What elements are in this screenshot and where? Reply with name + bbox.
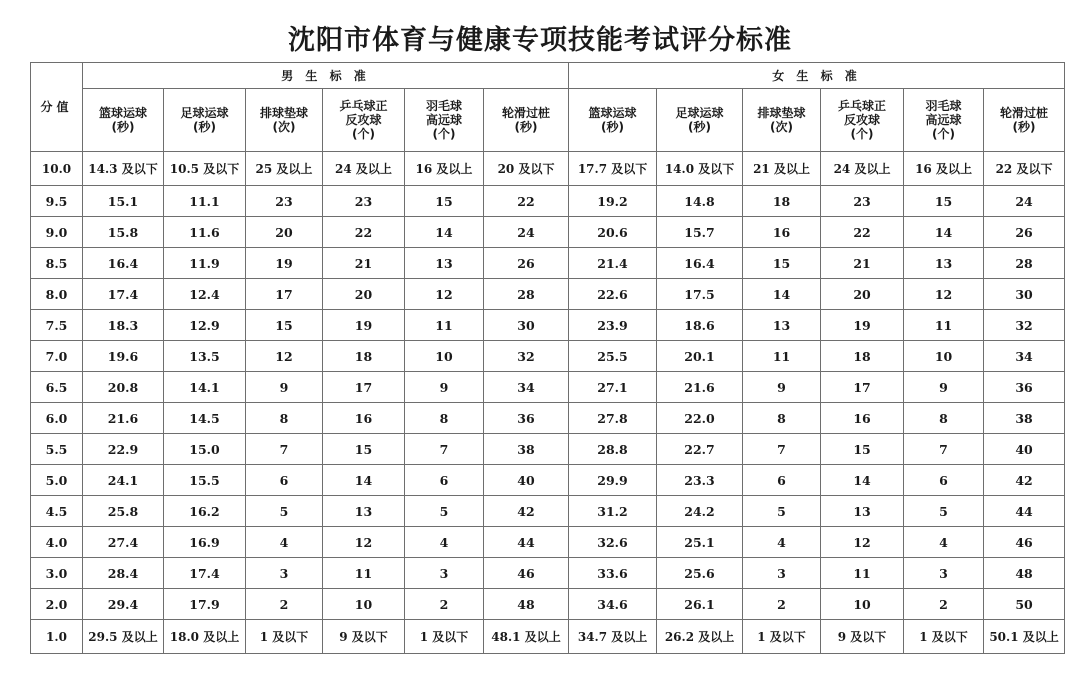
male-value-cell: 19 <box>323 310 405 341</box>
female-value-cell: 14 <box>904 217 984 248</box>
column-header-line: 反攻球 <box>844 113 881 127</box>
female-value-cell: 13 <box>904 248 984 279</box>
male-value-cell: 16.4 <box>83 248 164 279</box>
male-value-cell: 11.6 <box>164 217 246 248</box>
male-value-cell: 15.1 <box>83 186 164 217</box>
female-column-header <box>984 89 1065 152</box>
score-cell: 5.0 <box>31 465 83 496</box>
male-column-header <box>323 89 405 152</box>
male-value-cell: 12 <box>323 527 405 558</box>
female-value-cell: 1 及以下 <box>904 620 984 654</box>
male-value-cell: 7 <box>246 434 323 465</box>
column-header-line: 轮滑过桩 <box>502 106 551 120</box>
male-value-cell: 12.9 <box>164 310 246 341</box>
female-value-cell: 17.5 <box>657 279 743 310</box>
male-value-cell: 10 <box>323 589 405 620</box>
male-value-cell: 23 <box>246 186 323 217</box>
male-value-cell: 8 <box>246 403 323 434</box>
column-header-line: 高远球 <box>425 113 462 127</box>
score-cell: 3.0 <box>31 558 83 589</box>
column-header-line: (秒) <box>111 120 135 134</box>
table-row <box>31 496 1065 527</box>
score-cell: 6.0 <box>31 403 83 434</box>
female-column-header <box>569 89 657 152</box>
male-column-header <box>246 89 323 152</box>
table-row <box>31 589 1065 620</box>
column-header-line: (秒) <box>514 120 538 134</box>
column-header-line: 排球垫球 <box>757 106 806 120</box>
column-header-line: (秒) <box>193 120 216 134</box>
female-value-cell: 40 <box>984 434 1065 465</box>
male-value-cell: 28 <box>484 279 569 310</box>
male-value-cell: 38 <box>484 434 569 465</box>
female-value-cell: 24 及以上 <box>821 152 904 186</box>
female-value-cell: 7 <box>743 434 821 465</box>
female-value-cell: 13 <box>743 310 821 341</box>
male-value-cell: 12 <box>405 279 484 310</box>
female-value-cell: 17 <box>821 372 904 403</box>
male-value-cell: 11.1 <box>164 186 246 217</box>
table-row <box>31 186 1065 217</box>
female-value-cell: 11 <box>904 310 984 341</box>
column-header-line: 篮球运球 <box>588 106 637 120</box>
male-value-cell: 21.6 <box>83 403 164 434</box>
male-value-cell: 22.9 <box>83 434 164 465</box>
female-value-cell: 21 <box>821 248 904 279</box>
female-value-cell: 28 <box>984 248 1065 279</box>
column-header-line: 反攻球 <box>345 113 382 127</box>
male-value-cell: 5 <box>246 496 323 527</box>
male-value-cell: 14.1 <box>164 372 246 403</box>
female-value-cell: 28.8 <box>569 434 657 465</box>
column-header-line: (秒) <box>688 120 711 134</box>
male-value-cell: 36 <box>484 403 569 434</box>
male-value-cell: 15.8 <box>83 217 164 248</box>
score-column-header: 分值 <box>31 63 83 152</box>
female-value-cell: 42 <box>984 465 1065 496</box>
female-value-cell: 23.9 <box>569 310 657 341</box>
female-value-cell: 24 <box>984 186 1065 217</box>
male-value-cell: 1 及以下 <box>246 620 323 654</box>
female-value-cell: 34.6 <box>569 589 657 620</box>
male-value-cell: 42 <box>484 496 569 527</box>
male-value-cell: 29.5 及以上 <box>83 620 164 654</box>
male-value-cell: 25 及以上 <box>246 152 323 186</box>
document-title: 沈阳市体育与健康专项技能考试评分标准 <box>288 25 792 56</box>
male-value-cell: 27.4 <box>83 527 164 558</box>
score-cell: 2.0 <box>31 589 83 620</box>
score-cell: 4.5 <box>31 496 83 527</box>
female-value-cell: 33.6 <box>569 558 657 589</box>
female-value-cell: 12 <box>904 279 984 310</box>
male-value-cell: 29.4 <box>83 589 164 620</box>
female-value-cell: 2 <box>904 589 984 620</box>
female-value-cell: 19 <box>821 310 904 341</box>
male-value-cell: 48 <box>484 589 569 620</box>
score-cell: 10.0 <box>31 152 83 186</box>
score-cell: 7.5 <box>31 310 83 341</box>
female-value-cell: 8 <box>743 403 821 434</box>
female-value-cell: 11 <box>821 558 904 589</box>
table-row <box>31 403 1065 434</box>
female-value-cell: 9 <box>904 372 984 403</box>
column-header-line: (个) <box>932 127 955 141</box>
female-value-cell: 15 <box>821 434 904 465</box>
male-value-cell: 8 <box>405 403 484 434</box>
male-value-cell: 24 <box>484 217 569 248</box>
column-header-line: (秒) <box>601 120 624 134</box>
male-value-cell: 9 <box>405 372 484 403</box>
column-header-line: 排球垫球 <box>259 106 308 120</box>
group-header-row <box>31 63 1065 89</box>
female-value-cell: 10 <box>821 589 904 620</box>
female-value-cell: 22 及以下 <box>984 152 1065 186</box>
male-value-cell: 20 <box>323 279 405 310</box>
male-value-cell: 22 <box>484 186 569 217</box>
male-value-cell: 17 <box>323 372 405 403</box>
score-cell: 9.5 <box>31 186 83 217</box>
female-value-cell: 12 <box>821 527 904 558</box>
score-cell: 7.0 <box>31 341 83 372</box>
female-value-cell: 9 及以下 <box>821 620 904 654</box>
score-cell: 9.0 <box>31 217 83 248</box>
male-value-cell: 14 <box>405 217 484 248</box>
male-value-cell: 19.6 <box>83 341 164 372</box>
female-value-cell: 4 <box>904 527 984 558</box>
female-value-cell: 16 及以上 <box>904 152 984 186</box>
column-header-line: 足球运球 <box>675 106 724 120</box>
female-value-cell: 50.1 及以上 <box>984 620 1065 654</box>
male-value-cell: 15 <box>323 434 405 465</box>
table-row <box>31 248 1065 279</box>
female-value-cell: 20.6 <box>569 217 657 248</box>
table-row <box>31 217 1065 248</box>
male-value-cell: 21 <box>323 248 405 279</box>
male-value-cell: 19 <box>246 248 323 279</box>
scoring-table <box>30 62 1065 654</box>
male-value-cell: 17 <box>246 279 323 310</box>
table-row <box>31 620 1065 654</box>
column-header-line: 高远球 <box>925 113 962 127</box>
male-value-cell: 7 <box>405 434 484 465</box>
table-row <box>31 434 1065 465</box>
male-value-cell: 18 <box>323 341 405 372</box>
female-value-cell: 38 <box>984 403 1065 434</box>
female-value-cell: 5 <box>904 496 984 527</box>
score-cell: 8.0 <box>31 279 83 310</box>
female-value-cell: 31.2 <box>569 496 657 527</box>
male-value-cell: 15.0 <box>164 434 246 465</box>
table-row <box>31 341 1065 372</box>
column-header-line: (次) <box>770 120 793 134</box>
female-value-cell: 23.3 <box>657 465 743 496</box>
column-header-line: (次) <box>272 120 296 134</box>
female-value-cell: 20 <box>821 279 904 310</box>
female-value-cell: 10 <box>904 341 984 372</box>
male-value-cell: 14.3 及以下 <box>83 152 164 186</box>
female-value-cell: 22 <box>821 217 904 248</box>
male-value-cell: 16.2 <box>164 496 246 527</box>
column-header-line: 羽毛球 <box>925 99 962 113</box>
female-value-cell: 3 <box>904 558 984 589</box>
male-column-header <box>83 89 164 152</box>
table-row <box>31 310 1065 341</box>
male-value-cell: 4 <box>246 527 323 558</box>
male-value-cell: 11 <box>405 310 484 341</box>
score-cell: 1.0 <box>31 620 83 654</box>
female-value-cell: 32 <box>984 310 1065 341</box>
male-value-cell: 20 <box>246 217 323 248</box>
score-cell: 4.0 <box>31 527 83 558</box>
female-value-cell: 6 <box>904 465 984 496</box>
male-column-header <box>484 89 569 152</box>
female-column-header <box>743 89 821 152</box>
female-standard-header: 女 生 标 准 <box>569 63 1065 89</box>
female-value-cell: 15.7 <box>657 217 743 248</box>
column-header-line: 乒乓球正 <box>339 99 388 113</box>
table-body <box>31 152 1065 654</box>
female-value-cell: 48 <box>984 558 1065 589</box>
female-value-cell: 1 及以下 <box>743 620 821 654</box>
female-value-cell: 14.8 <box>657 186 743 217</box>
male-value-cell: 48.1 及以上 <box>484 620 569 654</box>
score-cell: 5.5 <box>31 434 83 465</box>
male-value-cell: 44 <box>484 527 569 558</box>
male-standard-header: 男 生 标 准 <box>83 63 569 89</box>
column-header-line: (个) <box>432 127 456 141</box>
male-value-cell: 34 <box>484 372 569 403</box>
female-value-cell: 34 <box>984 341 1065 372</box>
male-value-cell: 11.9 <box>164 248 246 279</box>
male-value-cell: 16 及以上 <box>405 152 484 186</box>
male-value-cell: 13 <box>405 248 484 279</box>
male-value-cell: 16 <box>323 403 405 434</box>
male-value-cell: 15.5 <box>164 465 246 496</box>
column-header-line: 轮滑过桩 <box>1000 106 1049 120</box>
female-value-cell: 14.0 及以下 <box>657 152 743 186</box>
female-value-cell: 26.2 及以上 <box>657 620 743 654</box>
female-value-cell: 21.6 <box>657 372 743 403</box>
female-value-cell: 14 <box>743 279 821 310</box>
male-value-cell: 12.4 <box>164 279 246 310</box>
male-column-header <box>164 89 246 152</box>
female-value-cell: 30 <box>984 279 1065 310</box>
female-value-cell: 22.7 <box>657 434 743 465</box>
table-row <box>31 279 1065 310</box>
male-value-cell: 28.4 <box>83 558 164 589</box>
female-value-cell: 19.2 <box>569 186 657 217</box>
female-column-header <box>904 89 984 152</box>
column-header-line: (个) <box>352 127 375 141</box>
male-value-cell: 18.3 <box>83 310 164 341</box>
male-value-cell: 15 <box>246 310 323 341</box>
male-value-cell: 15 <box>405 186 484 217</box>
column-header-line: 足球运球 <box>180 106 229 120</box>
male-value-cell: 24 及以上 <box>323 152 405 186</box>
female-value-cell: 18 <box>821 341 904 372</box>
male-value-cell: 13.5 <box>164 341 246 372</box>
male-value-cell: 9 及以下 <box>323 620 405 654</box>
female-value-cell: 2 <box>743 589 821 620</box>
female-value-cell: 18 <box>743 186 821 217</box>
female-value-cell: 16 <box>743 217 821 248</box>
female-value-cell: 36 <box>984 372 1065 403</box>
female-value-cell: 16.4 <box>657 248 743 279</box>
male-value-cell: 18.0 及以上 <box>164 620 246 654</box>
female-value-cell: 27.1 <box>569 372 657 403</box>
male-value-cell: 16.9 <box>164 527 246 558</box>
female-value-cell: 25.5 <box>569 341 657 372</box>
female-value-cell: 8 <box>904 403 984 434</box>
male-value-cell: 40 <box>484 465 569 496</box>
female-value-cell: 18.6 <box>657 310 743 341</box>
female-value-cell: 15 <box>904 186 984 217</box>
female-column-header <box>657 89 743 152</box>
male-value-cell: 6 <box>405 465 484 496</box>
male-value-cell: 17.4 <box>164 558 246 589</box>
female-value-cell: 46 <box>984 527 1065 558</box>
female-value-cell: 16 <box>821 403 904 434</box>
female-value-cell: 5 <box>743 496 821 527</box>
female-value-cell: 22.0 <box>657 403 743 434</box>
female-value-cell: 13 <box>821 496 904 527</box>
male-value-cell: 20.8 <box>83 372 164 403</box>
column-header-line: 羽毛球 <box>425 99 462 113</box>
male-value-cell: 3 <box>405 558 484 589</box>
female-value-cell: 7 <box>904 434 984 465</box>
male-value-cell: 2 <box>405 589 484 620</box>
table-row <box>31 152 1065 186</box>
male-value-cell: 13 <box>323 496 405 527</box>
male-value-cell: 10 <box>405 341 484 372</box>
male-value-cell: 12 <box>246 341 323 372</box>
score-cell: 6.5 <box>31 372 83 403</box>
male-value-cell: 17.9 <box>164 589 246 620</box>
female-value-cell: 25.6 <box>657 558 743 589</box>
male-value-cell: 20 及以下 <box>484 152 569 186</box>
female-value-cell: 9 <box>743 372 821 403</box>
column-header-row <box>31 89 1065 152</box>
table-row <box>31 527 1065 558</box>
female-value-cell: 24.2 <box>657 496 743 527</box>
male-value-cell: 30 <box>484 310 569 341</box>
female-value-cell: 29.9 <box>569 465 657 496</box>
male-value-cell: 25.8 <box>83 496 164 527</box>
male-value-cell: 17.4 <box>83 279 164 310</box>
male-value-cell: 9 <box>246 372 323 403</box>
female-value-cell: 3 <box>743 558 821 589</box>
female-value-cell: 26.1 <box>657 589 743 620</box>
female-column-header <box>821 89 904 152</box>
male-value-cell: 1 及以下 <box>405 620 484 654</box>
female-value-cell: 26 <box>984 217 1065 248</box>
table-row <box>31 372 1065 403</box>
score-cell: 8.5 <box>31 248 83 279</box>
female-value-cell: 23 <box>821 186 904 217</box>
column-header-line: 乒乓球正 <box>838 99 887 113</box>
male-value-cell: 32 <box>484 341 569 372</box>
female-value-cell: 15 <box>743 248 821 279</box>
male-value-cell: 14 <box>323 465 405 496</box>
female-value-cell: 25.1 <box>657 527 743 558</box>
male-value-cell: 4 <box>405 527 484 558</box>
female-value-cell: 34.7 及以上 <box>569 620 657 654</box>
male-value-cell: 14.5 <box>164 403 246 434</box>
table-row <box>31 465 1065 496</box>
female-value-cell: 20.1 <box>657 341 743 372</box>
column-header-line: (秒) <box>1012 120 1036 134</box>
male-value-cell: 11 <box>323 558 405 589</box>
female-value-cell: 27.8 <box>569 403 657 434</box>
female-value-cell: 4 <box>743 527 821 558</box>
male-value-cell: 26 <box>484 248 569 279</box>
female-value-cell: 22.6 <box>569 279 657 310</box>
male-value-cell: 6 <box>246 465 323 496</box>
male-value-cell: 23 <box>323 186 405 217</box>
male-column-header <box>405 89 484 152</box>
female-value-cell: 44 <box>984 496 1065 527</box>
female-value-cell: 21 及以上 <box>743 152 821 186</box>
male-value-cell: 46 <box>484 558 569 589</box>
female-value-cell: 11 <box>743 341 821 372</box>
male-value-cell: 5 <box>405 496 484 527</box>
male-value-cell: 22 <box>323 217 405 248</box>
female-value-cell: 14 <box>821 465 904 496</box>
male-value-cell: 3 <box>246 558 323 589</box>
male-value-cell: 2 <box>246 589 323 620</box>
female-value-cell: 50 <box>984 589 1065 620</box>
column-header-line: (个) <box>850 127 874 141</box>
female-value-cell: 6 <box>743 465 821 496</box>
female-value-cell: 21.4 <box>569 248 657 279</box>
female-value-cell: 32.6 <box>569 527 657 558</box>
male-value-cell: 24.1 <box>83 465 164 496</box>
male-value-cell: 10.5 及以下 <box>164 152 246 186</box>
female-value-cell: 17.7 及以下 <box>569 152 657 186</box>
table-row <box>31 558 1065 589</box>
column-header-line: 篮球运球 <box>98 106 147 120</box>
